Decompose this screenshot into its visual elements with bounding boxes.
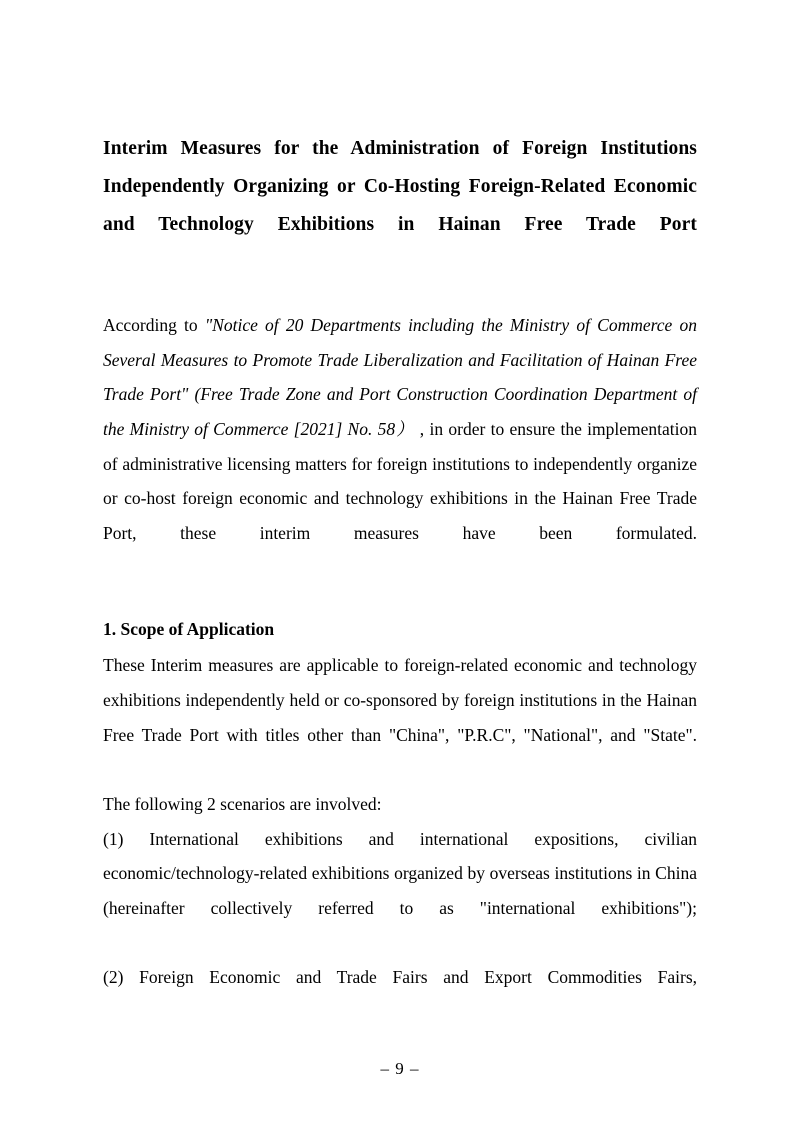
intro-tail-text: , in order to ensure the implementation of administrative licensing matters for foreign institutions to independently organize or co-host foreign economic and technology exhibitions in the Hainan Free Trade Port, these interim measures have been formulated. bbox=[103, 418, 697, 543]
page-footer bbox=[0, 1059, 800, 1079]
section-paragraph: These Interim measures are applicable to foreign-related economic and technology exhibitions independently held or co-sponsored by foreign institutions in the Hainan Free Trade Port with titles other than "China", "P.R.C", "National", and "State". bbox=[103, 655, 697, 745]
page-title: Interim Measures for the Administration of Foreign Institutions Independently Organizing or Co-Hosting Foreign-Related Economic and Technology Exhibitions in Hainan Free Trade Port bbox=[103, 138, 697, 236]
section-paragraph: The following 2 scenarios are involved: bbox=[103, 794, 382, 814]
section-heading-scope: 1. Scope of Application bbox=[103, 619, 275, 640]
intro-citation-italic: "Notice of 20 Departments including the Ministry of Commerce on Several Measures to Promote Trade Liberalization and Facilitation of Hainan Free Trade Port" (Free Trade Zone and Port Construction Coordination Department of the Ministry of Commerce [2021] No. 58） bbox=[103, 315, 697, 439]
intro-lead-text: According to bbox=[103, 315, 205, 336]
section-paragraph: (2) Foreign Economic and Trade Fairs and Export Commodities Fairs, bbox=[103, 967, 697, 988]
page-number: – 9 – bbox=[380, 1059, 420, 1078]
intro-paragraph bbox=[103, 308, 697, 585]
section-paragraph: (1) International exhibitions and international expositions, civilian economic/technology-related exhibitions organized by overseas institutions in China (hereinafter collectively referred to as "international exhibitions"); bbox=[103, 828, 697, 918]
